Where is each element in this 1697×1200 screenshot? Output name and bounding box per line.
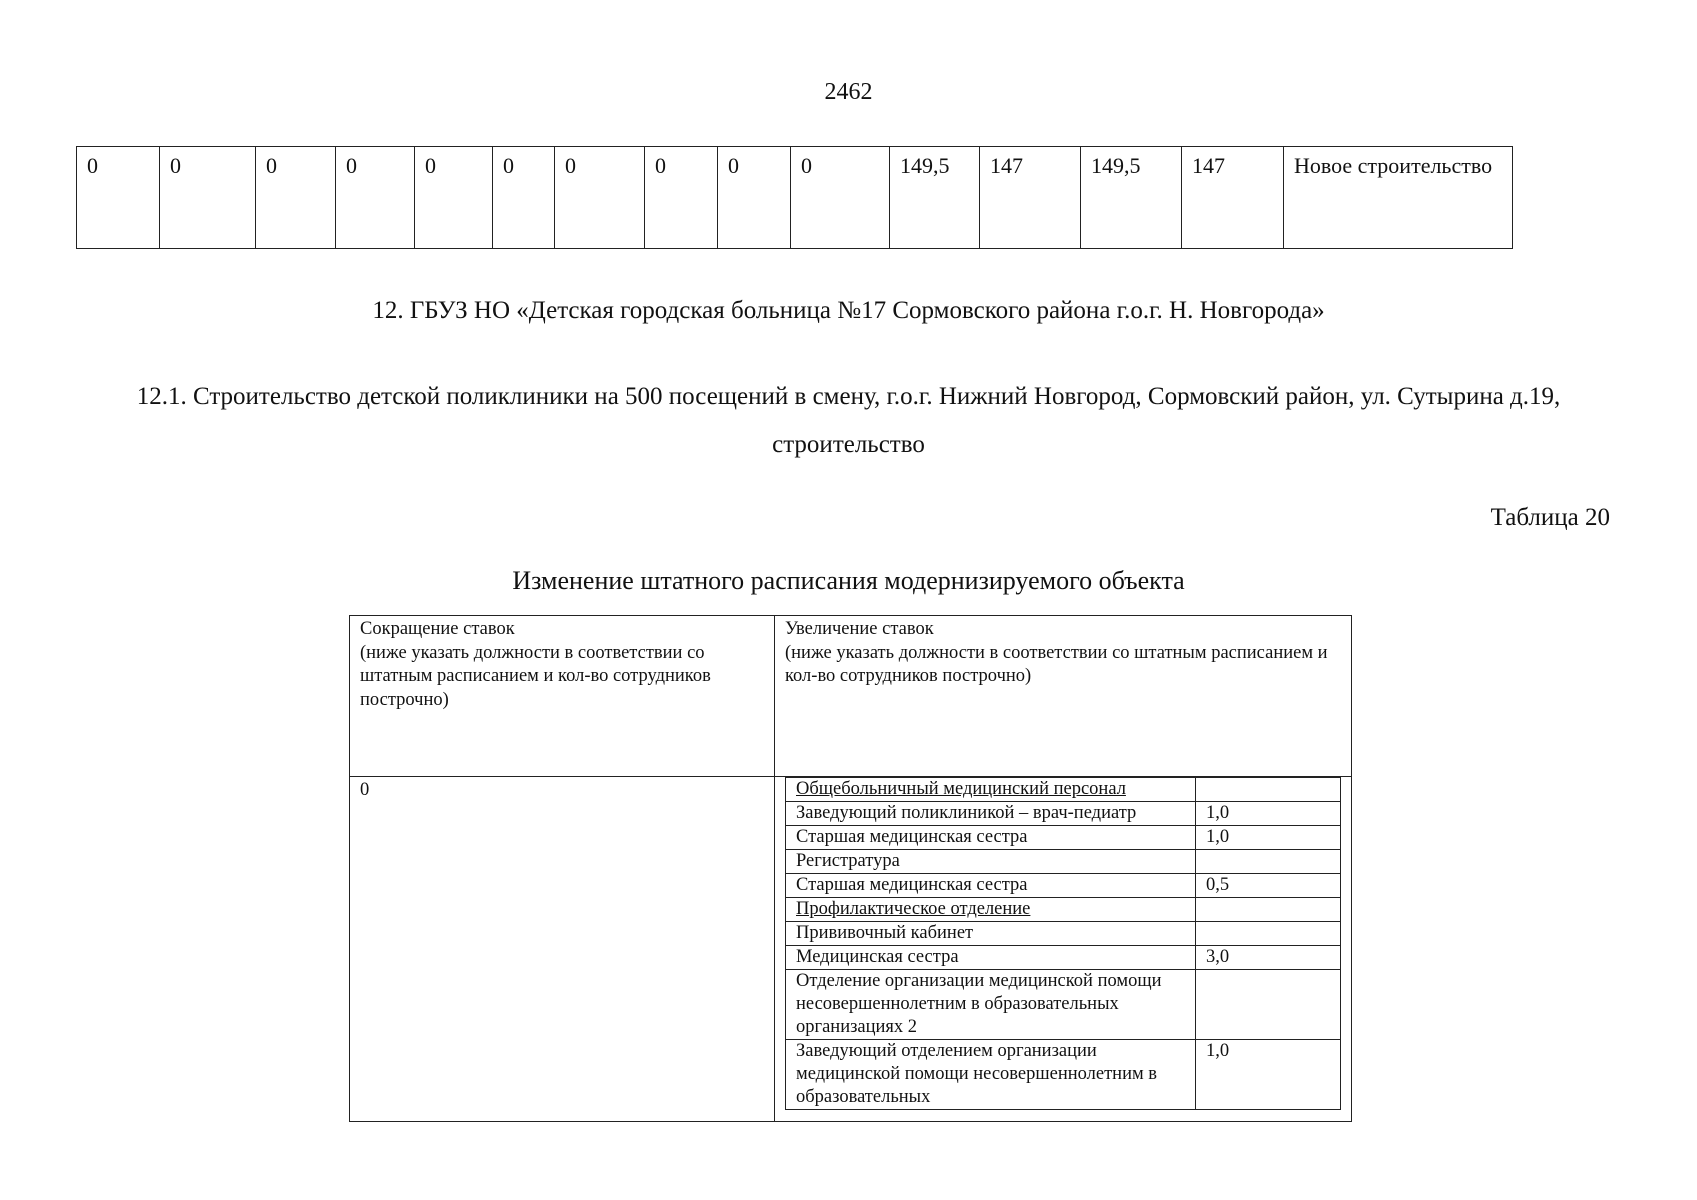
- reduction-value: 0: [350, 777, 775, 1122]
- table-row: [786, 778, 1341, 802]
- staffing-change-table: [349, 615, 1352, 1122]
- increase-header-title: Увеличение ставок: [785, 619, 934, 639]
- table-row: [786, 874, 1341, 898]
- table-cell: 149,5: [890, 147, 980, 249]
- table-caption: Изменение штатного расписания модернизируемого объекта: [512, 566, 1185, 595]
- position-name: Заведующий поликлиникой – врач-педиатр: [786, 802, 1196, 826]
- position-rate: [1196, 778, 1341, 802]
- reduction-header: [350, 616, 775, 777]
- position-name: Отделение организации медицинской помощи несовершеннолетним в образовательных организациях 2: [786, 970, 1196, 1040]
- increase-header: [775, 616, 1352, 777]
- table-cell: 0: [493, 147, 555, 249]
- table-header-row: [350, 616, 1352, 777]
- table-cell: 0: [555, 147, 645, 249]
- table-row: [786, 922, 1341, 946]
- table-cell: 0: [791, 147, 890, 249]
- table-cell: 147: [980, 147, 1081, 249]
- page-number: 2462: [824, 79, 873, 105]
- table-row: [786, 826, 1341, 850]
- table-cell: 149,5: [1081, 147, 1182, 249]
- position-rate: 1,0: [1196, 1040, 1341, 1110]
- continuation-table: [76, 146, 1513, 249]
- table-row: [786, 970, 1341, 1040]
- position-name: Старшая медицинская сестра: [786, 874, 1196, 898]
- table-cell: 0: [336, 147, 415, 249]
- position-name: Профилактическое отделение: [786, 898, 1196, 922]
- table-cell: Новое строительство: [1284, 147, 1513, 249]
- table-cell: 0: [77, 147, 160, 249]
- position-name: Прививочный кабинет: [786, 922, 1196, 946]
- table-row: [786, 898, 1341, 922]
- table-cell: 0: [256, 147, 336, 249]
- table-row: [77, 147, 1513, 249]
- table-label: Таблица 20: [1490, 504, 1610, 531]
- position-rate: [1196, 922, 1341, 946]
- section-title: 12. ГБУЗ НО «Детская городская больница №17 Сормовского района г.о.г. Н. Новгорода»: [372, 297, 1325, 324]
- position-rate: [1196, 850, 1341, 874]
- position-name: Общебольничный медицинский персонал: [786, 778, 1196, 802]
- position-rate: 3,0: [1196, 946, 1341, 970]
- table-row: [786, 946, 1341, 970]
- subsection-title: 12.1. Строительство детской поликлиники на 500 посещений в смену, г.о.г. Нижний Новгород, Сормовский район, ул. Сутырина д.19, строительство: [136, 383, 1561, 458]
- position-rate: 1,0: [1196, 802, 1341, 826]
- position-name: Заведующий отделением организации медицинской помощи несовершеннолетним в образовательных: [786, 1040, 1196, 1110]
- positions-table: [785, 777, 1341, 1110]
- table-body-row: [350, 777, 1352, 1122]
- reduction-header-note: (ниже указать должности в соответствии со штатным расписанием и кол-во сотрудников построчно): [360, 642, 711, 710]
- position-rate: 1,0: [1196, 826, 1341, 850]
- position-rate: 0,5: [1196, 874, 1341, 898]
- increase-cell: [775, 777, 1352, 1122]
- table-cell: 0: [645, 147, 718, 249]
- table-cell: 0: [415, 147, 493, 249]
- table-cell: 0: [718, 147, 791, 249]
- table-row: [786, 1040, 1341, 1110]
- reduction-header-title: Сокращение ставок: [360, 619, 515, 639]
- table-cell: 147: [1182, 147, 1284, 249]
- position-name: Регистратура: [786, 850, 1196, 874]
- position-rate: [1196, 970, 1341, 1040]
- position-name: Медицинская сестра: [786, 946, 1196, 970]
- table-row: [786, 850, 1341, 874]
- position-rate: [1196, 898, 1341, 922]
- position-name: Старшая медицинская сестра: [786, 826, 1196, 850]
- increase-header-note: (ниже указать должности в соответствии со штатным расписанием и кол-во сотрудников построчно): [785, 642, 1328, 686]
- table-cell: 0: [160, 147, 256, 249]
- table-row: [786, 802, 1341, 826]
